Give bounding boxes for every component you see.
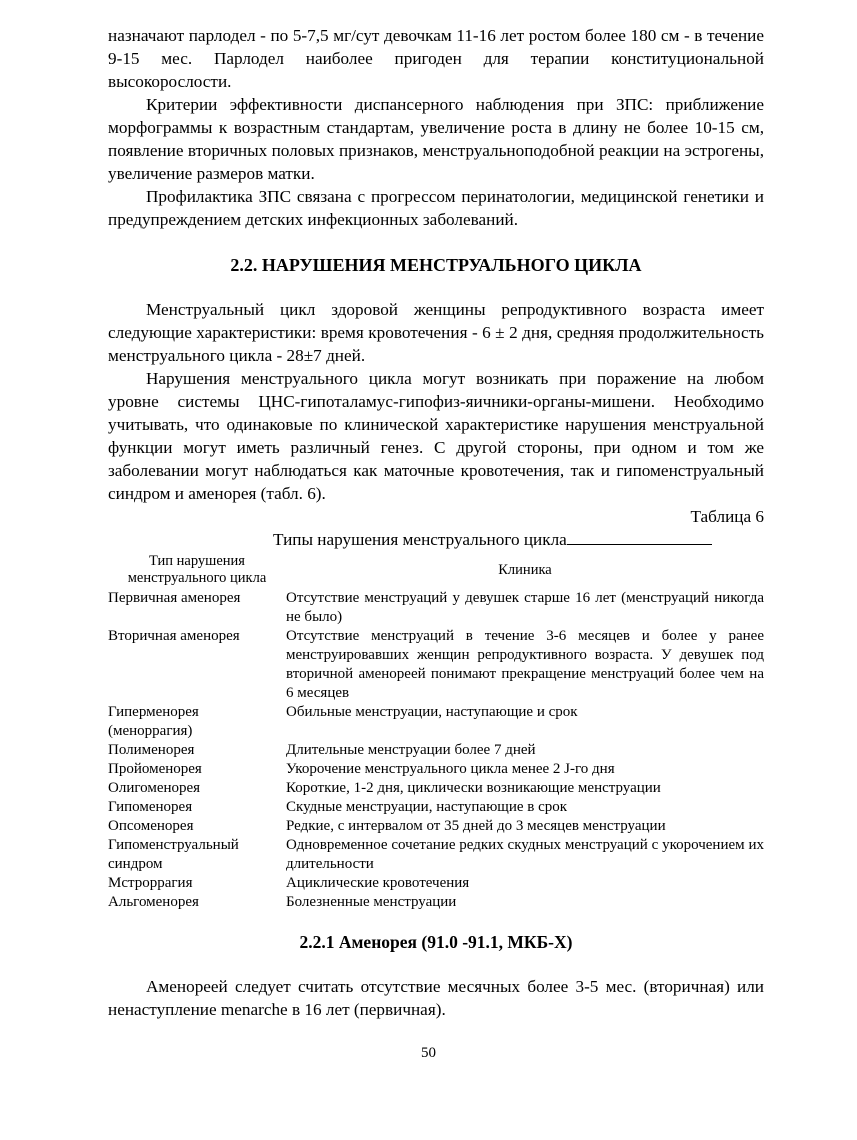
table-title: Типы нарушения менструального цикла bbox=[273, 530, 567, 549]
table-cell-clinic: Отсутствие менструаций у девушек старше 16 лет (менструаций никогда не было) bbox=[286, 590, 764, 625]
table-cell-type: Пройоменорея bbox=[108, 761, 202, 777]
table-cell-clinic: Укорочение менструального цикла менее 2 J-го дня bbox=[286, 761, 615, 777]
table-row bbox=[108, 627, 764, 703]
table-cell-clinic: Болезненные менструации bbox=[286, 894, 457, 910]
section-paragraph-2: Нарушения менструального цикла могут возникать при поражение на любом уровне системы ЦНС-гипоталамус-гипофиз-яичники-органы-мишени. Необходимо учитывать, что одинаковые по клинической характеристике нарушения менструальной функции могут иметь различный генез. С другой стороны, при одном и том же заболевании могут наблюдаться как маточные кровотечения, так и гипоменструальный синдром и аменорея (табл. 6). bbox=[108, 369, 764, 503]
table-cell-type: Первичная аменорея bbox=[108, 590, 241, 606]
table-number: Таблица 6 bbox=[690, 507, 764, 526]
table-row bbox=[108, 589, 764, 627]
table-cell-clinic: Короткие, 1-2 дня, циклически возникающие менструации bbox=[286, 780, 661, 796]
page-content bbox=[108, 24, 764, 1021]
intro-paragraph-2: Критерии эффективности диспансерного наблюдения при ЗПС: приближение морфограммы к возрастным стандартам, увеличение роста в длину не более 10-15 см, появление вторичных половых признаков, менструальноподобной реакции на эстрогены, увеличение размеров матки. bbox=[108, 95, 764, 183]
table-cell-type: Гипоменструальный синдром bbox=[108, 837, 239, 872]
table-cell-type: Опсоменорея bbox=[108, 818, 194, 834]
table-cell-clinic: Отсутствие менструаций в течение 3-6 месяцев и более у ранее менструировавших женщин репродуктивного возраста. У девушек под вторичной аменореей понимают прекращение менструаций более чем на 6 месяцев bbox=[286, 628, 764, 701]
table-row bbox=[108, 741, 764, 760]
table-cell-type: Полименорея bbox=[108, 742, 195, 758]
table-row bbox=[108, 779, 764, 798]
table-row bbox=[108, 893, 764, 912]
table-row bbox=[108, 760, 764, 779]
subsection-heading: 2.2.1 Аменорея (91.0 -91.1, МКБ-Х) bbox=[299, 932, 573, 952]
table-header-row bbox=[108, 553, 764, 589]
table-row bbox=[108, 836, 764, 874]
table-row bbox=[108, 817, 764, 836]
intro-paragraph-1: назначают парлодел - по 5-7,5 мг/сут девочкам 11-16 лет ростом более 180 см - в течение 9-15 мес. Парлодел наиболее пригоден для терапии конституциональной высокорослости. bbox=[108, 26, 764, 91]
table-cell-type: Олигоменорея bbox=[108, 780, 201, 796]
table-row bbox=[108, 703, 764, 741]
table-cell-clinic: Длительные менструации более 7 дней bbox=[286, 742, 536, 758]
section-heading: 2.2. НАРУШЕНИЯ МЕНСТРУАЛЬНОГО ЦИКЛА bbox=[230, 255, 642, 275]
page-number: 50 bbox=[421, 1045, 436, 1061]
table-cell-type: Альгоменорея bbox=[108, 894, 199, 910]
subsection-paragraph-1: Аменореей следует считать отсутствие месячных более 3-5 мес. (вторичная) или ненаступление menarche в 16 лет (первичная). bbox=[108, 977, 764, 1019]
title-underline bbox=[567, 530, 712, 545]
table-cell-clinic: Одновременное сочетание редких скудных менструаций с укорочением их длительности bbox=[286, 837, 764, 872]
table-cell-type: Гиперменорея (меноррагия) bbox=[108, 704, 199, 739]
table-cell-type: Вторичная аменорея bbox=[108, 628, 240, 644]
table-cell-clinic: Скудные менструации, наступающие в срок bbox=[286, 799, 568, 815]
table-cell-type: Мстроррагия bbox=[108, 875, 193, 891]
section-paragraph-1: Менструальный цикл здоровой женщины репродуктивного возраста имеет следующие характеристики: время кровотечения - 6 ± 2 дня, средняя продолжительность менструального цикла - 28±7 дней. bbox=[108, 300, 764, 365]
table-row bbox=[108, 798, 764, 817]
menstrual-disorders-table bbox=[108, 553, 764, 912]
table-cell-type: Гипоменорея bbox=[108, 799, 193, 815]
table-cell-clinic: Обильные менструации, наступающие и срок bbox=[286, 704, 578, 720]
table-header-type: Тип нарушения менструального цикла bbox=[127, 553, 267, 586]
table-row bbox=[108, 874, 764, 893]
table-title-line bbox=[108, 528, 764, 551]
intro-paragraph-3: Профилактика ЗПС связана с прогрессом перинатологии, медицинской генетики и предупреждением детских инфекционных заболеваний. bbox=[108, 187, 764, 229]
table-cell-clinic: Редкие, с интервалом от 35 дней до 3 месяцев менструации bbox=[286, 818, 666, 834]
table-header-clinic: Клиника bbox=[498, 561, 552, 578]
table-cell-clinic: Ациклические кровотечения bbox=[286, 875, 470, 891]
